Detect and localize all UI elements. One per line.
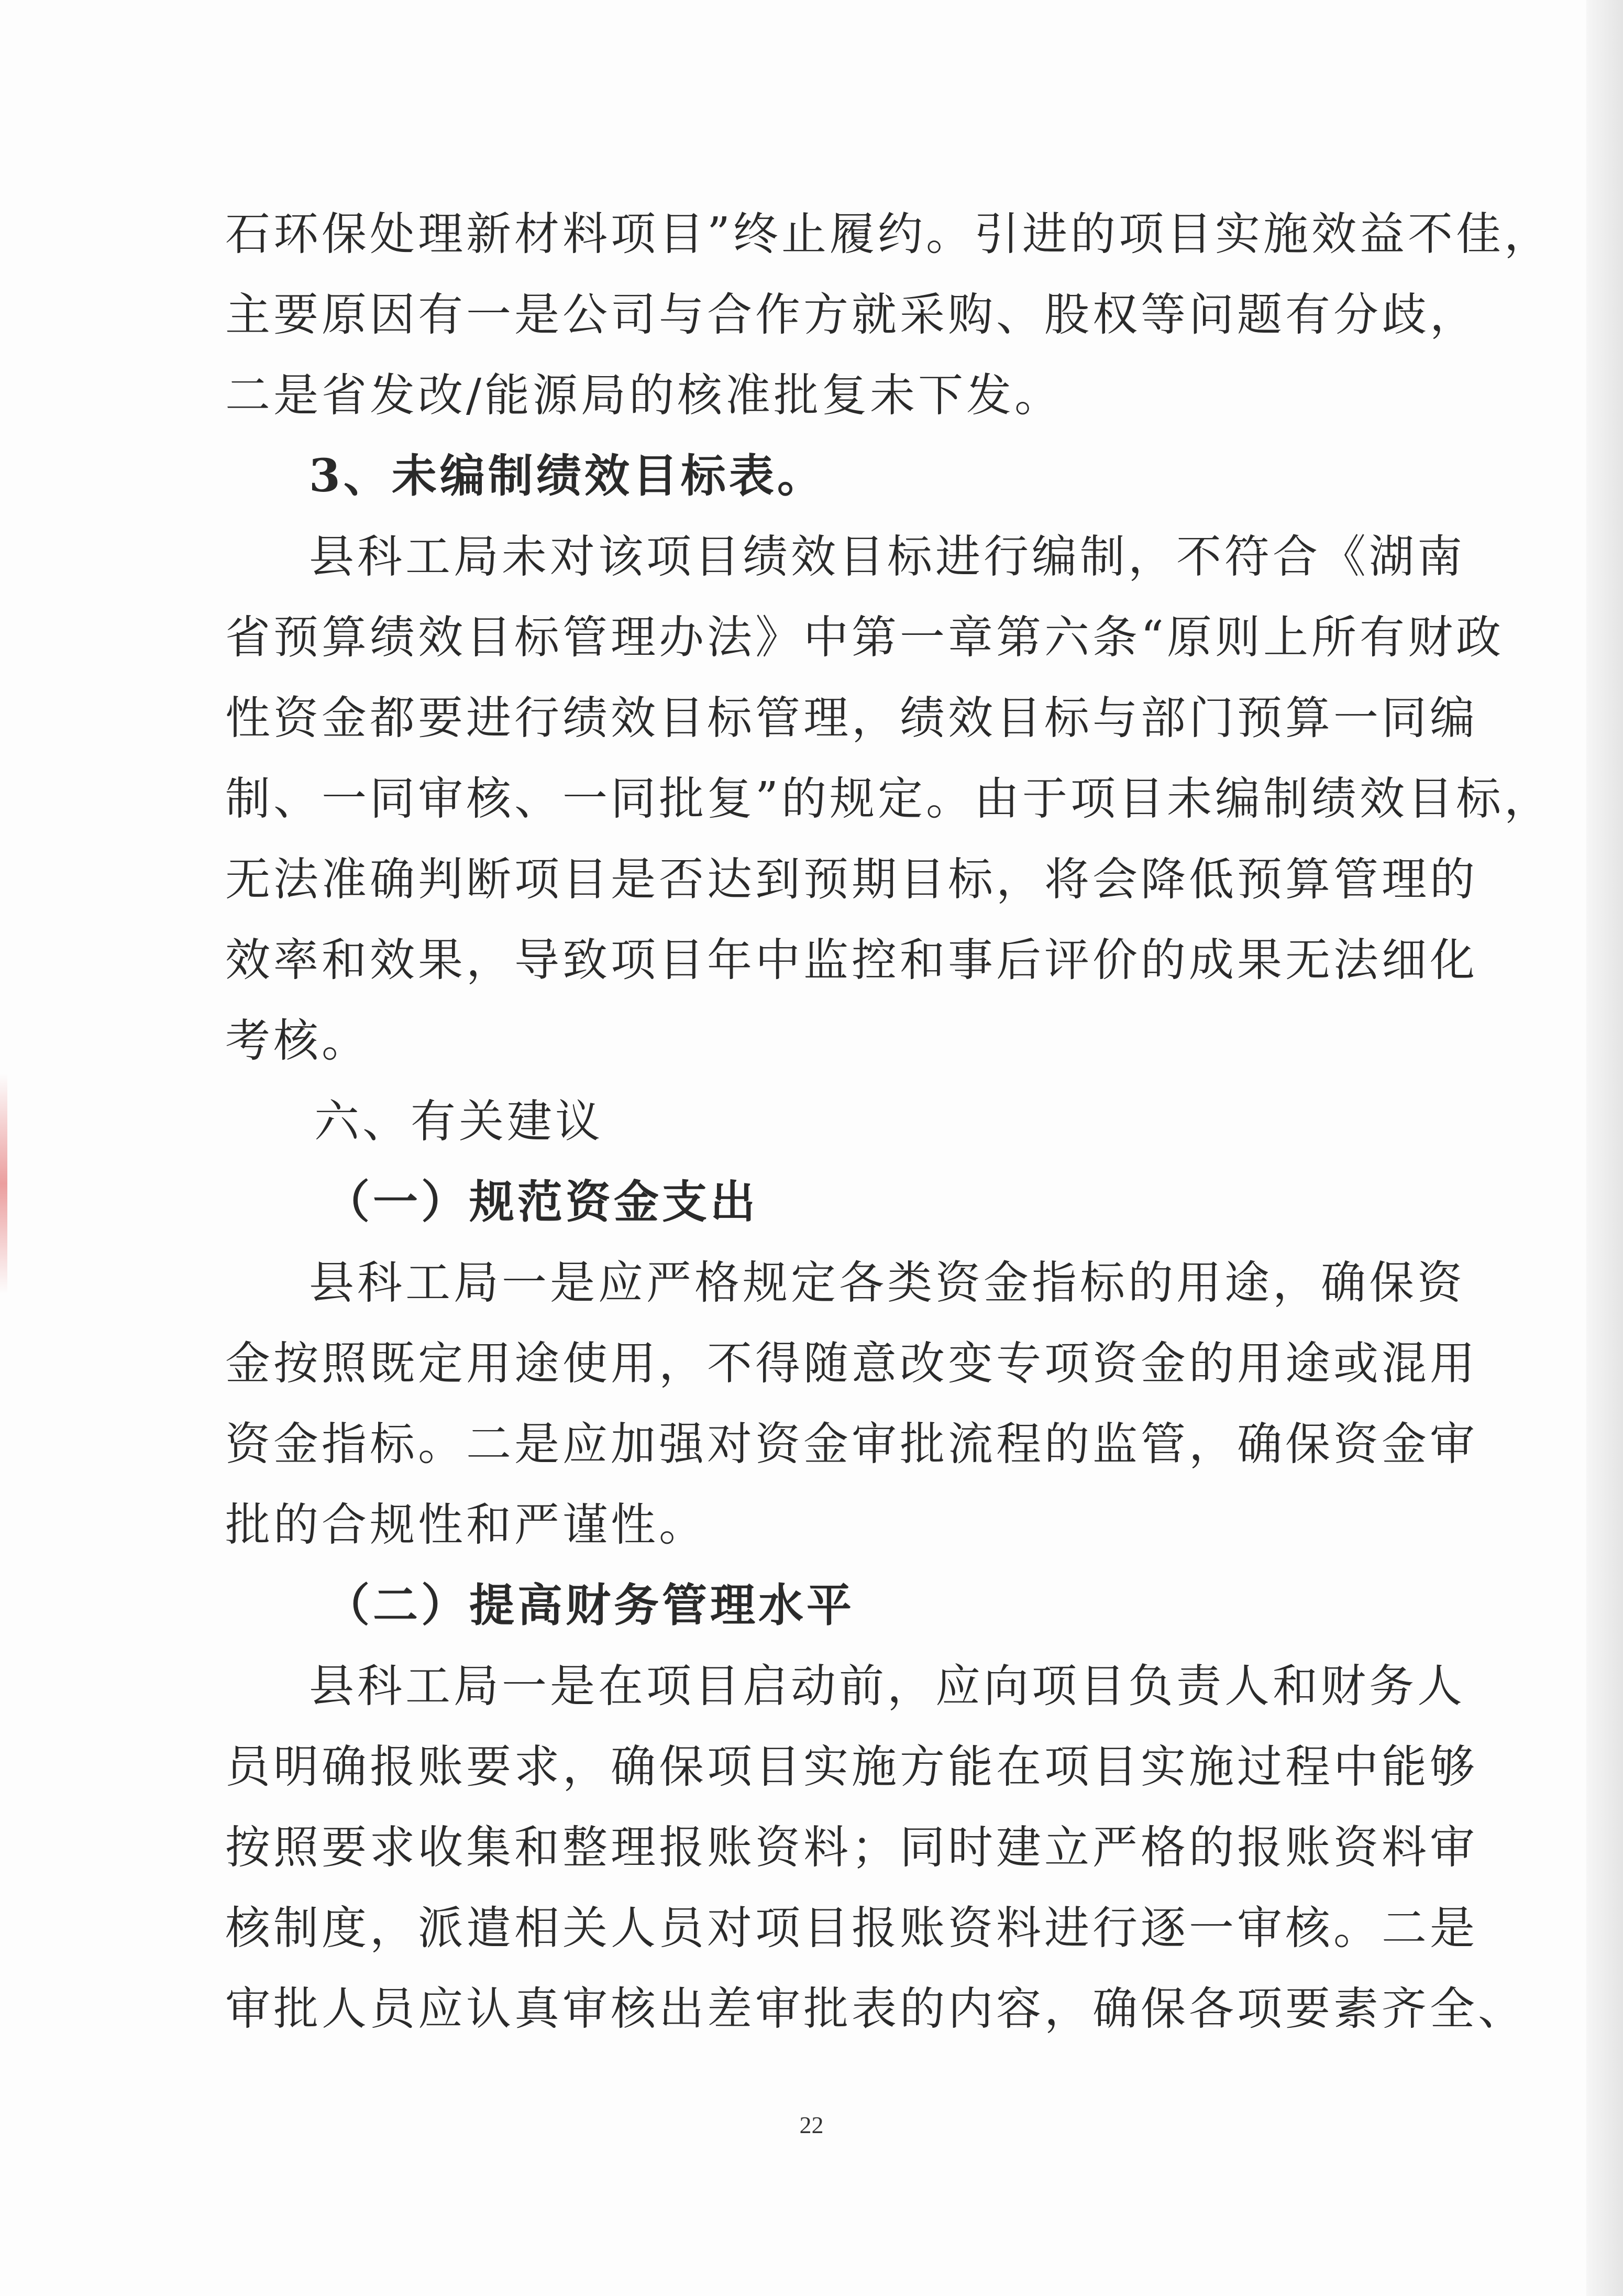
subsection-heading: （二）提高财务管理水平 <box>325 1579 855 1632</box>
section-heading: 六、有关建议 <box>314 1095 603 1148</box>
paragraph-line: 县科工局未对该项目绩效目标进行编制，不符合《湖南 <box>309 531 1465 583</box>
paragraph-line: 性资金都要进行绩效目标管理，绩效目标与部门预算一同编 <box>225 692 1478 744</box>
paragraph-line: 资金指标。二是应加强对资金审批流程的监管，确保资金审 <box>225 1418 1478 1470</box>
paragraph-line: 考核。 <box>225 1015 370 1067</box>
paragraph-line: 金按照既定用途使用，不得随意改变专项资金的用途或混用 <box>225 1337 1478 1390</box>
paragraph-line: 无法准确判断项目是否达到预期目标，将会降低预算管理的 <box>225 853 1478 906</box>
scan-edge-shadow <box>1586 0 1623 2296</box>
subsection-heading: 3、未编制绩效目标表。 <box>309 449 825 502</box>
paragraph-line: 省预算绩效目标管理办法》中第一章第六条“原则上所有财政 <box>225 611 1504 664</box>
paragraph-line: 石环保处理新材料项目”终止履约。引进的项目实施效益不佳， <box>225 208 1552 260</box>
paragraph-line: 制、一同审核、一同批复”的规定。由于项目未编制绩效目标， <box>225 773 1552 825</box>
paragraph-line: 县科工局一是应严格规定各类资金指标的用途，确保资 <box>309 1257 1465 1309</box>
document-body <box>225 194 1552 2049</box>
subsection-heading: （一）规范资金支出 <box>325 1176 758 1228</box>
page-number: 22 <box>799 2112 824 2138</box>
paragraph-line: 审批人员应认真审核出差审批表的内容，确保各项要素齐全、 <box>225 1983 1526 2035</box>
paragraph-line: 主要原因有一是公司与合作方就采购、股权等问题有分歧， <box>225 289 1478 341</box>
paragraph-line: 县科工局一是在项目启动前，应向项目负责人和财务人 <box>309 1660 1465 1712</box>
paragraph-line: 二是省发改/能源局的核准批复未下发。 <box>225 369 1063 422</box>
paragraph-line: 效率和效果，导致项目年中监控和事后评价的成果无法细化 <box>225 934 1478 986</box>
paragraph-line: 核制度，派遣相关人员对项目报账资料进行逐一审核。二是 <box>225 1902 1478 1954</box>
scan-seal-fragment <box>0 1074 7 1294</box>
paragraph-line: 按照要求收集和整理报账资料；同时建立严格的报账资料审 <box>225 1821 1478 1874</box>
paragraph-line: 员明确报账要求，确保项目实施方能在项目实施过程中能够 <box>225 1741 1478 1793</box>
paragraph-line: 批的合规性和严谨性。 <box>225 1499 707 1551</box>
